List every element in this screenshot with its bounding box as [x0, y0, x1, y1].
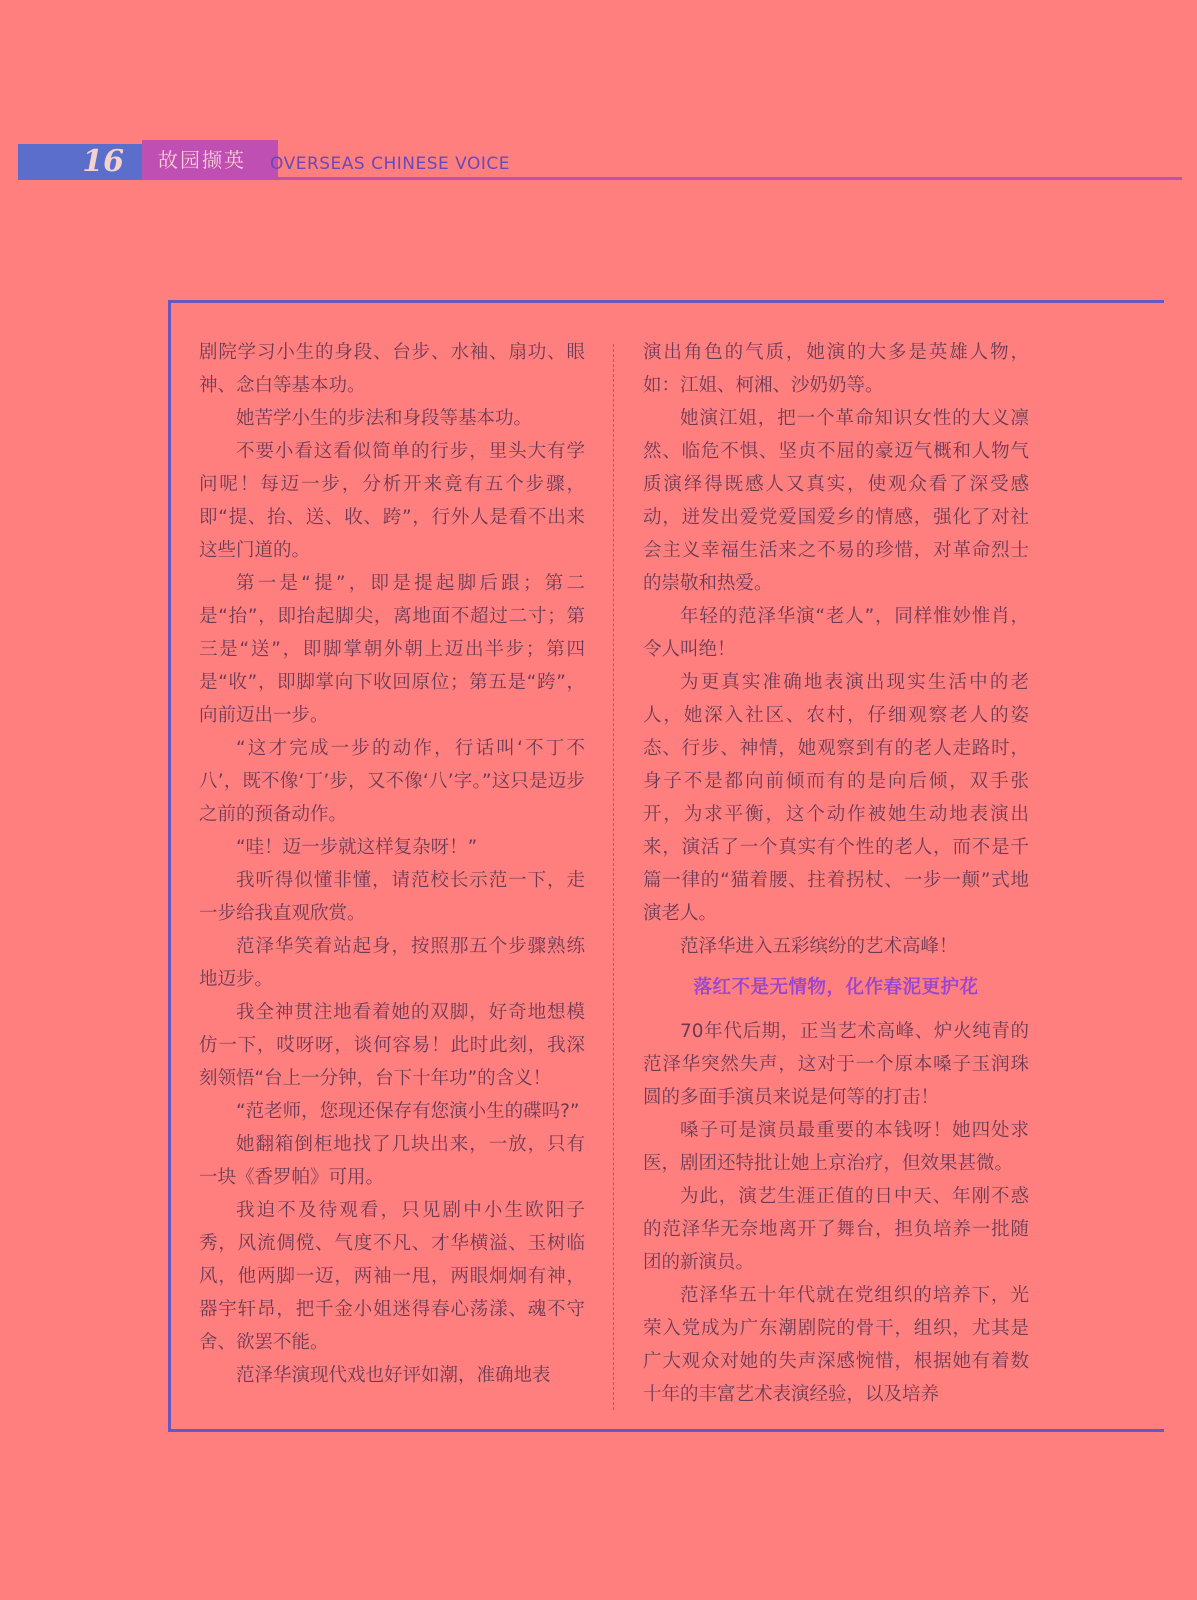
right-column — [643, 336, 1029, 1411]
paragraph: 不要小看这看似简单的行步，里头大有学问呢！每迈一步，分析开来竟有五个步骤，即“提、抬、送、收、跨”，行外人是看不出来这些门道的。 — [199, 441, 585, 561]
header-rule — [142, 177, 1182, 180]
paragraph: 为此，演艺生涯正值的日中天、年刚不惑的范泽华无奈地离开了舞台，担负培养一批随团的新演员。 — [643, 1186, 1029, 1273]
paragraph: 年轻的范泽华演“老人”，同样惟妙惟肖，令人叫绝！ — [643, 606, 1029, 660]
paragraph: 她演江姐，把一个革命知识女性的大义凛然、临危不惧、坚贞不屈的豪迈气概和人物气质演绎得既感人又真实，使观众看了深受感动，迸发出爱党爱国爱乡的情感，强化了对社会主义幸福生活来之不易的珍惜，对革命烈士的崇敬和热爱。 — [643, 408, 1029, 594]
paragraph: “范老师，您现还保存有您演小生的碟吗?” — [236, 1101, 580, 1122]
page-header — [18, 140, 1164, 180]
paragraph: 我迫不及待观看，只见剧中小生欧阳子秀，风流倜傥、气度不凡、才华横溢、玉树临风，他两脚一迈，两袖一甩，两眼炯炯有神，器宇轩昂，把千金小姐迷得春心荡漾、魂不守舍、欲罢不能。 — [199, 1200, 585, 1353]
paragraph: “哇！迈一步就这样复杂呀！” — [236, 837, 478, 858]
left-column — [199, 336, 585, 1392]
paragraph: 范泽华进入五彩缤纷的艺术高峰！ — [680, 936, 958, 957]
column-divider — [613, 344, 614, 1410]
section-title-en: OVERSEAS CHINESE VOICE — [270, 154, 511, 174]
paragraph: “这才完成一步的动作，行话叫‘不丁不八’，既不像‘丁’步，又不像‘八’字。”这只是迈步之前的预备动作。 — [199, 738, 585, 825]
paragraph: 演出角色的气质，她演的大多是英雄人物，如：江姐、柯湘、沙奶奶等。 — [643, 342, 1029, 396]
paragraph: 剧院学习小生的身段、台步、水袖、扇功、眼神、念白等基本功。 — [199, 342, 585, 396]
paragraph: 范泽华演现代戏也好评如潮，准确地表 — [236, 1365, 551, 1386]
section-label-box — [142, 140, 278, 180]
section-title-cn: 故园撷英 — [158, 148, 246, 172]
paragraph: 70年代后期，正当艺术高峰、炉火纯青的范泽华突然失声，这对于一个原本嗓子玉润珠圆的多面手演员来说是何等的打击！ — [643, 1021, 1029, 1108]
paragraph: 范泽华笑着站起身，按照那五个步骤熟练地迈步。 — [199, 936, 585, 990]
section-subheading: 落红不是无情物，化作春泥更护花 — [693, 977, 979, 998]
paragraph: 为更真实准确地表演出现实生活中的老人，她深入社区、农村，仔细观察老人的姿态、行步、神情，她观察到有的老人走路时，身子不是都向前倾而有的是向后倾，双手张开，为求平衡，这个动作被她生动地表演出来，演活了一个真实有个性的老人，而不是千篇一律的“猫着腰、拄着拐杖、一步一颠”式地演老人。 — [643, 672, 1029, 924]
page-number: 16 — [82, 144, 124, 179]
paragraph: 我听得似懂非懂，请范校长示范一下，走一步给我直观欣赏。 — [199, 870, 585, 924]
paragraph: 范泽华五十年代就在党组织的培养下，光荣入党成为广东潮剧院的骨干，组织，尤其是广大观众对她的失声深感惋惜，根据她有着数十年的丰富艺术表演经验，以及培养 — [643, 1285, 1029, 1405]
paragraph: 她苦学小生的步法和身段等基本功。 — [236, 408, 533, 429]
paragraph: 我全神贯注地看着她的双脚，好奇地想模仿一下，哎呀呀，谈何容易！此时此刻，我深刻领悟“台上一分钟，台下十年功”的含义！ — [199, 1002, 585, 1089]
paragraph: 她翻箱倒柜地找了几块出来，一放，只有一块《香罗帕》可用。 — [199, 1134, 585, 1188]
paragraph: 嗓子可是演员最重要的本钱呀！她四处求医，剧团还特批让她上京治疗，但效果甚微。 — [643, 1120, 1029, 1174]
paragraph: 第一是“提”，即是提起脚后跟；第二是“抬”，即抬起脚尖，离地面不超过二寸；第三是“送”，即脚掌朝外朝上迈出半步；第四是“收”，即脚掌向下收回原位；第五是“跨”，向前迈出一步。 — [199, 573, 585, 726]
page-number-box — [18, 144, 142, 180]
